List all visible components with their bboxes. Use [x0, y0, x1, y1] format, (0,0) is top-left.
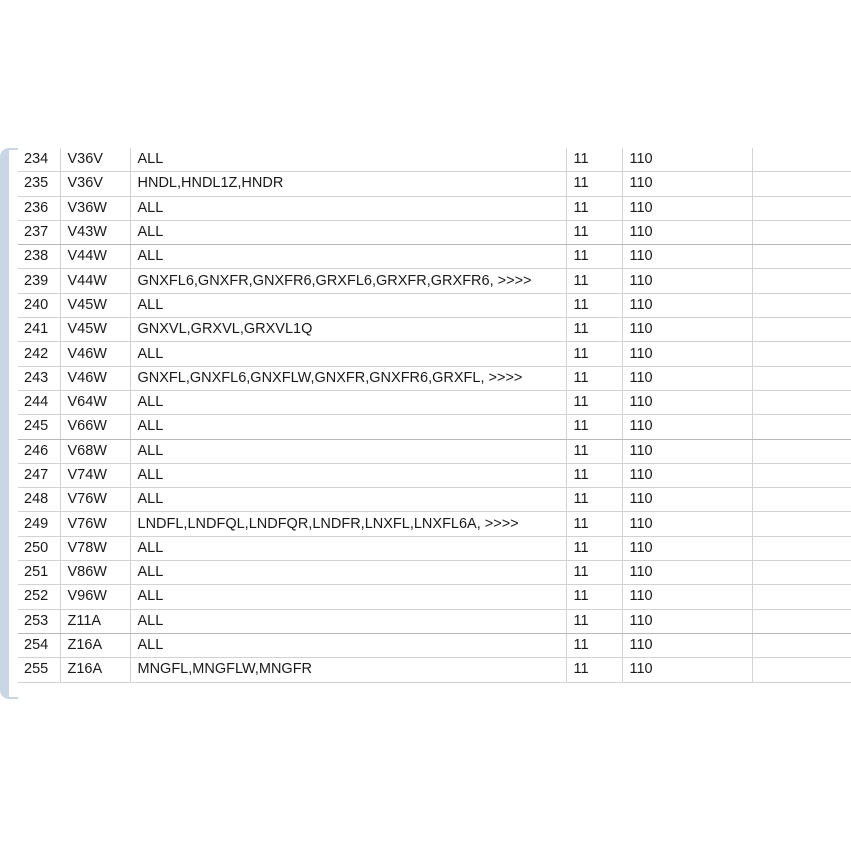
- variant-list: ALL: [130, 415, 566, 439]
- table-row[interactable]: [18, 172, 851, 196]
- row-number: 249: [18, 512, 60, 536]
- table-row[interactable]: [18, 220, 851, 244]
- variant-list: ALL: [130, 488, 566, 512]
- row-number: 246: [18, 439, 60, 463]
- row-number: 247: [18, 463, 60, 487]
- model-code: V78W: [60, 536, 130, 560]
- table-row[interactable]: [18, 488, 851, 512]
- empty-cell: [752, 293, 851, 317]
- data-table: [18, 148, 851, 683]
- value-a: 11: [566, 585, 622, 609]
- selection-bar: [0, 148, 18, 699]
- row-number: 248: [18, 488, 60, 512]
- value-a: 11: [566, 342, 622, 366]
- table-row[interactable]: [18, 415, 851, 439]
- table-row[interactable]: [18, 561, 851, 585]
- empty-cell: [752, 488, 851, 512]
- empty-cell: [752, 633, 851, 657]
- variant-list: ALL: [130, 342, 566, 366]
- empty-cell: [752, 172, 851, 196]
- empty-cell: [752, 658, 851, 682]
- variant-list: MNGFL,MNGFLW,MNGFR: [130, 658, 566, 682]
- empty-cell: [752, 561, 851, 585]
- value-a: 11: [566, 488, 622, 512]
- value-a: 11: [566, 463, 622, 487]
- row-number: 237: [18, 220, 60, 244]
- variant-list: ALL: [130, 220, 566, 244]
- row-number: 234: [18, 148, 60, 172]
- empty-cell: [752, 390, 851, 414]
- empty-cell: [752, 536, 851, 560]
- model-code: V46W: [60, 366, 130, 390]
- table-panel: [0, 148, 851, 701]
- value-b: 110: [622, 390, 752, 414]
- value-a: 11: [566, 318, 622, 342]
- table-row[interactable]: [18, 609, 851, 633]
- value-b: 110: [622, 512, 752, 536]
- value-a: 11: [566, 415, 622, 439]
- value-b: 110: [622, 342, 752, 366]
- empty-cell: [752, 318, 851, 342]
- table-body: [18, 148, 851, 682]
- value-a: 11: [566, 269, 622, 293]
- value-b: 110: [622, 196, 752, 220]
- table-row[interactable]: [18, 366, 851, 390]
- value-b: 110: [622, 415, 752, 439]
- row-number: 252: [18, 585, 60, 609]
- value-b: 110: [622, 269, 752, 293]
- model-code: V45W: [60, 293, 130, 317]
- value-b: 110: [622, 148, 752, 172]
- model-code: V68W: [60, 439, 130, 463]
- row-number: 254: [18, 633, 60, 657]
- model-code: V36W: [60, 196, 130, 220]
- row-number: 251: [18, 561, 60, 585]
- value-a: 11: [566, 439, 622, 463]
- value-a: 11: [566, 536, 622, 560]
- model-code: V76W: [60, 512, 130, 536]
- value-b: 110: [622, 609, 752, 633]
- value-a: 11: [566, 512, 622, 536]
- table-row[interactable]: [18, 390, 851, 414]
- model-code: V36V: [60, 172, 130, 196]
- row-number: 253: [18, 609, 60, 633]
- row-number: 240: [18, 293, 60, 317]
- variant-list: GNXFL6,GNXFR,GNXFR6,GRXFL6,GRXFR,GRXFR6, >>>>: [130, 269, 566, 293]
- table-row[interactable]: [18, 439, 851, 463]
- variant-list: ALL: [130, 148, 566, 172]
- empty-cell: [752, 463, 851, 487]
- value-b: 110: [622, 561, 752, 585]
- model-code: Z16A: [60, 633, 130, 657]
- row-number: 244: [18, 390, 60, 414]
- variant-list: ALL: [130, 633, 566, 657]
- value-a: 11: [566, 172, 622, 196]
- table-row[interactable]: [18, 658, 851, 682]
- value-b: 110: [622, 439, 752, 463]
- empty-cell: [752, 245, 851, 269]
- value-b: 110: [622, 220, 752, 244]
- table-row[interactable]: [18, 293, 851, 317]
- empty-cell: [752, 609, 851, 633]
- variant-list: ALL: [130, 196, 566, 220]
- row-number: 239: [18, 269, 60, 293]
- model-code: V64W: [60, 390, 130, 414]
- empty-cell: [752, 269, 851, 293]
- variant-list: ALL: [130, 293, 566, 317]
- variant-list: ALL: [130, 609, 566, 633]
- value-a: 11: [566, 196, 622, 220]
- row-number: 255: [18, 658, 60, 682]
- table-row[interactable]: [18, 245, 851, 269]
- row-number: 236: [18, 196, 60, 220]
- empty-cell: [752, 366, 851, 390]
- model-code: V43W: [60, 220, 130, 244]
- model-code: Z11A: [60, 609, 130, 633]
- empty-cell: [752, 148, 851, 172]
- variant-list: ALL: [130, 439, 566, 463]
- table-row[interactable]: [18, 269, 851, 293]
- value-b: 110: [622, 463, 752, 487]
- table-row[interactable]: [18, 633, 851, 657]
- value-a: 11: [566, 390, 622, 414]
- model-code: V46W: [60, 342, 130, 366]
- model-code: V45W: [60, 318, 130, 342]
- row-number: 245: [18, 415, 60, 439]
- empty-cell: [752, 585, 851, 609]
- value-b: 110: [622, 366, 752, 390]
- variant-list: ALL: [130, 536, 566, 560]
- empty-cell: [752, 220, 851, 244]
- variant-list: GNXVL,GRXVL,GRXVL1Q: [130, 318, 566, 342]
- value-a: 11: [566, 220, 622, 244]
- variant-list: GNXFL,GNXFL6,GNXFLW,GNXFR,GNXFR6,GRXFL, >>>>: [130, 366, 566, 390]
- model-code: V44W: [60, 269, 130, 293]
- value-b: 110: [622, 585, 752, 609]
- variant-list: ALL: [130, 245, 566, 269]
- variant-list: ALL: [130, 390, 566, 414]
- empty-cell: [752, 196, 851, 220]
- model-code: V44W: [60, 245, 130, 269]
- model-code: Z16A: [60, 658, 130, 682]
- value-a: 11: [566, 366, 622, 390]
- value-b: 110: [622, 488, 752, 512]
- table-row[interactable]: [18, 463, 851, 487]
- row-number: 235: [18, 172, 60, 196]
- variant-list: ALL: [130, 585, 566, 609]
- table-row[interactable]: [18, 512, 851, 536]
- row-number: 243: [18, 366, 60, 390]
- variant-list: LNDFL,LNDFQL,LNDFQR,LNDFR,LNXFL,LNXFL6A, >>>>: [130, 512, 566, 536]
- value-a: 11: [566, 609, 622, 633]
- row-number: 241: [18, 318, 60, 342]
- table-row[interactable]: [18, 585, 851, 609]
- model-code: V86W: [60, 561, 130, 585]
- model-code: V74W: [60, 463, 130, 487]
- table-row[interactable]: [18, 148, 851, 172]
- variant-list: ALL: [130, 561, 566, 585]
- value-a: 11: [566, 148, 622, 172]
- empty-cell: [752, 342, 851, 366]
- table-row[interactable]: [18, 342, 851, 366]
- value-b: 110: [622, 536, 752, 560]
- value-a: 11: [566, 658, 622, 682]
- row-number: 242: [18, 342, 60, 366]
- row-number: 250: [18, 536, 60, 560]
- model-code: V66W: [60, 415, 130, 439]
- value-b: 110: [622, 318, 752, 342]
- value-b: 110: [622, 633, 752, 657]
- model-code: V96W: [60, 585, 130, 609]
- value-b: 110: [622, 172, 752, 196]
- table-row[interactable]: [18, 196, 851, 220]
- value-a: 11: [566, 633, 622, 657]
- value-b: 110: [622, 245, 752, 269]
- variant-list: HNDL,HNDL1Z,HNDR: [130, 172, 566, 196]
- value-a: 11: [566, 245, 622, 269]
- row-number: 238: [18, 245, 60, 269]
- variant-list: ALL: [130, 463, 566, 487]
- model-code: V76W: [60, 488, 130, 512]
- value-b: 110: [622, 293, 752, 317]
- model-code: V36V: [60, 148, 130, 172]
- value-b: 110: [622, 658, 752, 682]
- empty-cell: [752, 439, 851, 463]
- empty-cell: [752, 415, 851, 439]
- table-row[interactable]: [18, 536, 851, 560]
- value-a: 11: [566, 293, 622, 317]
- table-row[interactable]: [18, 318, 851, 342]
- value-a: 11: [566, 561, 622, 585]
- empty-cell: [752, 512, 851, 536]
